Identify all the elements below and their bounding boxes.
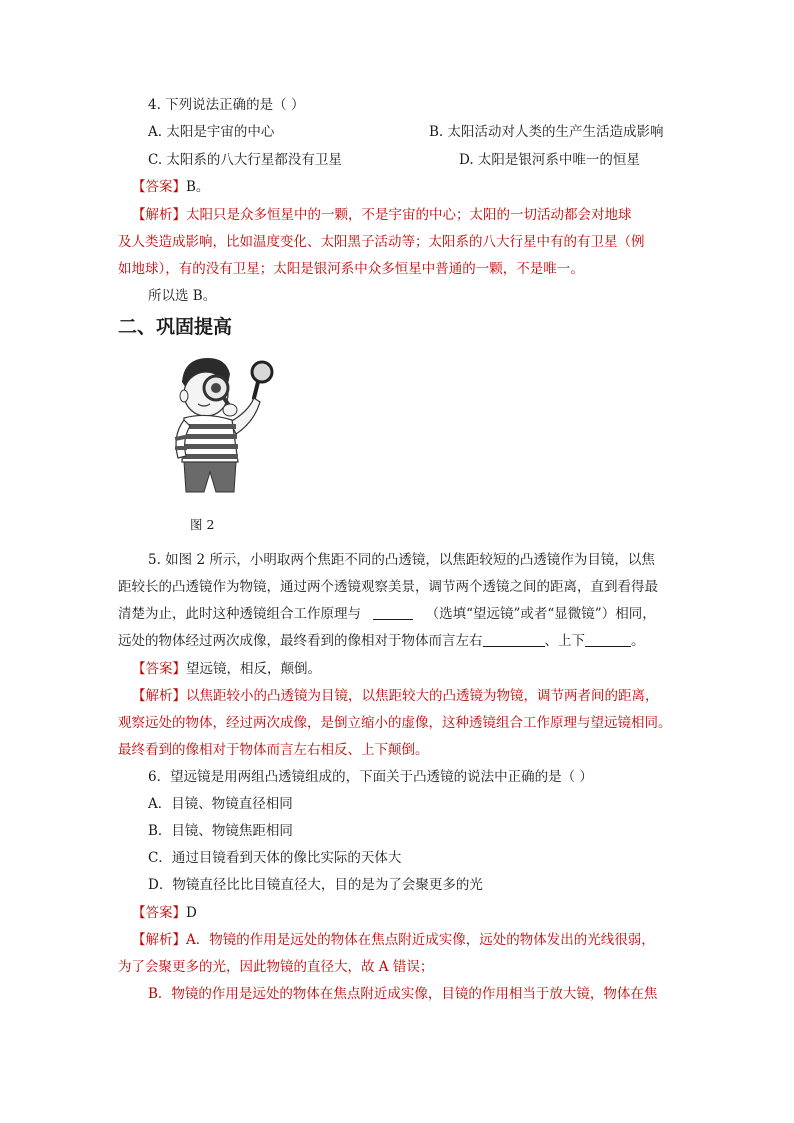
boy-with-lenses-illustration bbox=[160, 350, 285, 495]
answer-label: 【答案】 bbox=[132, 661, 186, 677]
q6-analysis-line-3: B．物镜的作用是远处的物体在焦点附近成实像，目镜的作用相当于放大镜，物体在焦 bbox=[148, 986, 658, 1002]
q5-line-1: 5. 如图 2 所示，小明取两个焦距不同的凸透镜，以焦距较短的凸透镜作为目镜，以焦 bbox=[148, 552, 655, 568]
answer-value: D bbox=[186, 905, 197, 921]
analysis-text: 以焦距较小的凸透镜为目镜，以焦距较大的凸透镜为物镜，调节两者间的距离， bbox=[186, 688, 659, 704]
q4-option-d: D. 太阳是银河系中唯一的恒星 bbox=[459, 152, 640, 168]
q6-stem: 6．望远镜是用两组凸透镜组成的，下面关于凸透镜的说法中正确的是（ ） bbox=[148, 769, 593, 785]
q5-line-4-text-c: 。 bbox=[631, 633, 645, 649]
answer-value: 望远镜，相反，颠倒。 bbox=[186, 661, 321, 677]
q5-line-3-text-b: （选填“望远镜”或者“显微镜”）相同， bbox=[425, 606, 656, 622]
q5-line-3 bbox=[118, 604, 656, 624]
analysis-text: 太阳只是众多恒星中的一颗，不是宇宙的中心；太阳的一切活动都会对地球 bbox=[186, 207, 632, 223]
answer-label: 【答案】 bbox=[132, 179, 186, 195]
analysis-label: 【解析】 bbox=[132, 932, 186, 948]
figure-caption: 图 2 bbox=[190, 517, 215, 532]
q5-line-4-text-a: 远处的物体经过两次成像，最终看到的像相对于物体而言左右 bbox=[118, 633, 483, 649]
q5-line-4-text-b: 、上下 bbox=[544, 633, 585, 649]
q5-answer bbox=[132, 659, 321, 679]
q4-option-a: A. 太阳是宇宙的中心 bbox=[148, 124, 275, 140]
section-title: 二、巩固提高 bbox=[118, 316, 233, 338]
q6-option-b: B．目镜、物镜焦距相同 bbox=[148, 823, 293, 839]
q5-line-2: 距较长的凸透镜作为物镜，通过两个透镜观察美景，调节两个透镜之间的距离，直到看得最 bbox=[118, 579, 658, 595]
q5-line-3-text-a: 清楚为止，此时这种透镜组合工作原理与 bbox=[118, 606, 361, 622]
q6-option-d: D．物镜直径比比目镜直径大，目的是为了会聚更多的光 bbox=[148, 877, 483, 893]
q4-analysis-line-1 bbox=[132, 205, 632, 225]
analysis-label: 【解析】 bbox=[132, 207, 186, 223]
answer-value: B。 bbox=[186, 179, 210, 195]
q4-option-c: C. 太阳系的八大行星都没有卫星 bbox=[148, 152, 342, 168]
q4-stem: 4. 下列说法正确的是（ ） bbox=[148, 97, 305, 113]
analysis-text: A．物镜的作用是远处的物体在焦点附近成实像，远处的物体发出的光线很弱， bbox=[186, 932, 655, 948]
q5-analysis-line-3: 最终看到的像相对于物体而言左右相反、上下颠倒。 bbox=[118, 742, 429, 758]
q4-answer bbox=[132, 177, 209, 197]
fill-blank-1[interactable] bbox=[373, 605, 413, 620]
fill-blank-3[interactable] bbox=[585, 632, 631, 647]
q6-answer bbox=[132, 903, 197, 923]
q5-analysis-line-1 bbox=[132, 686, 659, 706]
analysis-label: 【解析】 bbox=[132, 688, 186, 704]
q4-analysis-line-3: 如地球），有的没有卫星；太阳是银河系中众多恒星中普通的一颗，不是唯一。 bbox=[118, 261, 584, 277]
q4-option-b: B. 太阳活动对人类的生产生活造成影响 bbox=[429, 124, 664, 140]
q6-option-c: C．通过目镜看到天体的像比实际的天体大 bbox=[148, 850, 402, 866]
q6-analysis-line-2: 为了会聚更多的光，因此物镜的直径大，故 A 错误； bbox=[118, 959, 434, 975]
answer-label: 【答案】 bbox=[132, 905, 186, 921]
q5-line-4 bbox=[118, 631, 645, 651]
fill-blank-2[interactable] bbox=[483, 632, 545, 647]
q4-conclusion: 所以选 B。 bbox=[148, 288, 217, 304]
q6-analysis-line-1 bbox=[132, 930, 655, 950]
q5-analysis-line-2: 观察远处的物体，经过两次成像，是倒立缩小的虚像，这种透镜组合工作原理与望远镜相同。 bbox=[118, 715, 672, 731]
q6-option-a: A．目镜、物镜直径相同 bbox=[148, 796, 293, 812]
q4-analysis-line-2: 及人类造成影响，比如温度变化、太阳黑子活动等；太阳系的八大行星中有的有卫星（例 bbox=[118, 234, 645, 250]
